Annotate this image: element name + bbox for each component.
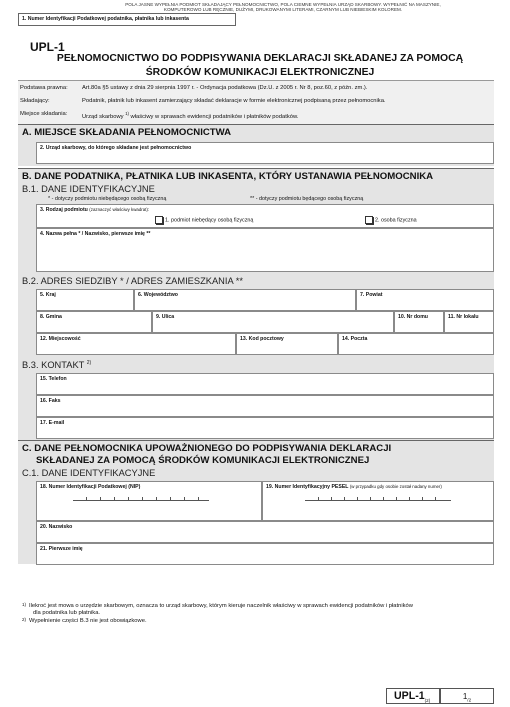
section-a-title: A. MIEJSCE SKŁADANIA PEŁNOMOCNICTWA [22,127,232,138]
instruction-line-2: KOMPUTEROWO LUB RĘCZNIE, DUŻYMI, DRUKOWANYMI LITERAMI, CZARNYM LUB NIEBIESKIM KOLOREM. [163,7,403,13]
footnote-1-line-2: dla podatnika lub płatnika. [33,610,101,617]
commune-field[interactable] [36,311,152,333]
section-a [18,124,494,166]
filing-place-text: Urząd skarbowy [82,113,124,120]
legal-basis-value: Art.80a §5 ustawy z dnia 29 sierpnia 1997 r. - Ordynacja podatkowa (Dz.U. z 2005 r. Nr 8, poz.60, z późn. zm.). [82,85,368,91]
digit-separator [100,497,101,500]
filing-place-label: Miejsce składania: [20,111,68,117]
entity-type-hint: (zaznaczyć właściwy kwadrat): [89,206,150,212]
house-number-field[interactable] [394,311,444,333]
digit-separator [435,497,436,500]
fax-field[interactable] [36,395,494,417]
footnotes [22,603,492,625]
filing-place-value [82,111,492,120]
post-office-label: 14. Poczta [342,335,368,342]
filer-label: Składający: [20,98,50,104]
footnote-1-mark: 1) [22,602,27,607]
footnote-2 [22,618,492,625]
section-b3-title [22,360,91,370]
section-c1-title: C.1. DANE IDENTYFIKACYJNE [22,468,156,478]
proxy-first-name-label: 21. Pierwsze imię [40,545,83,552]
footnote-ref-2: 2) [86,360,92,366]
section-b3-title-text: B.3. KONTAKT [22,360,85,371]
instruction-line-1: POLA JASNE WYPEŁNIA PODMIOT SKŁADAJĄCY PEŁNOMOCNICTWO, POLA CIEMNE WYPEŁNIA URZĄD SKARBOWY. WYPEŁNIĆ NA MASZYNIE, [125,2,441,7]
option-natural-person-label: 2. osoba fizyczna [375,217,417,224]
proxy-nip-entry-line [73,497,209,501]
footnote-ref-1: 1) [125,111,129,116]
digit-separator [370,497,371,500]
page-number-total: /2 [467,697,472,703]
footnote-1 [22,603,492,618]
postal-code-label: 13. Kod pocztowy [240,335,284,342]
taxpayer-nip-field[interactable] [18,13,236,26]
digit-separator [422,497,423,500]
digit-separator [128,497,129,500]
footer-form-code [386,688,440,704]
proxy-pesel-entry-line [305,497,451,501]
form-title [40,52,480,80]
county-field[interactable] [356,289,494,311]
digit-separator [396,497,397,500]
house-number-label: 10. Nr domu [398,313,428,320]
digit-separator [409,497,410,500]
footnote-2-mark: 2) [22,616,27,622]
phone-field[interactable] [36,373,494,395]
proxy-nip-field[interactable] [36,481,262,521]
street-label: 9. Ulica [156,313,175,320]
voivodeship-label: 6. Województwo [138,291,178,298]
entity-type-label-text: 3. Rodzaj podmiotu [40,206,88,213]
voivodeship-field[interactable] [134,289,356,311]
digit-separator [383,497,384,500]
tax-office-label: 2. Urząd skarbowy, do którego składane jest pełnomocnictwo [40,144,192,151]
commune-label: 8. Gmina [40,313,62,320]
section-b1-title: B.1. DANE IDENTYFIKACYJNE [22,184,155,194]
city-label: 12. Miejscowość [40,335,81,342]
checkbox-icon[interactable] [365,216,373,224]
apartment-number-field[interactable] [444,311,494,333]
tax-office-field[interactable] [36,142,494,164]
entity-type-label [40,207,149,213]
digit-separator [318,497,319,500]
proxy-pesel-label-text: 19. Numer Identyfikacyjny PESEL [266,483,349,490]
fax-label: 16. Faks [40,397,61,404]
page-number [440,688,494,704]
legal-basis-label: Podstawa prawna: [20,85,68,91]
digit-separator [114,497,115,500]
email-label: 17. E-mail [40,419,65,426]
street-field[interactable] [152,311,394,333]
digit-separator [156,497,157,500]
full-name-field[interactable] [36,228,494,272]
form-title-line-2: ŚRODKÓW KOMUNIKACJI ELEKTRONICZNEJ [145,67,375,78]
digit-separator [344,497,345,500]
proxy-surname-field[interactable] [36,521,494,543]
proxy-surname-label: 20. Nazwisko [40,523,73,530]
section-c-title-line-1: C. DANE PEŁNOMOCNIKA UPOWAŻNIONEGO DO PODPISYWANIA DEKLARACJI [22,443,392,454]
digit-separator [170,497,171,500]
section-b-title: B. DANE PODATNIKA, PŁATNIKA LUB INKASENTA, KTÓRY USTANAWIA PEŁNOMOCNIKA [22,171,434,182]
proxy-pesel-label [266,484,442,490]
footer-form-version: (2) [424,698,431,704]
option-legal-entity[interactable] [155,216,253,224]
proxy-first-name-field[interactable] [36,543,494,565]
proxy-pesel-hint: (w przypadku gdy osobie został nadany numer) [349,483,442,489]
option-legal-entity-label: 1. podmiot niebędący osobą fizyczną [165,217,254,224]
digit-separator [331,497,332,500]
note-physical: ** - dotyczy podmiotu będącego osobą fizyczną [250,196,364,202]
digit-separator [184,497,185,500]
form-title-line-1: PEŁNOMOCNICTWO DO PODPISYWANIA DEKLARACJI SKŁADANEJ ZA POMOCĄ [56,53,464,64]
form-code: UPL-1 [30,40,65,54]
country-label: 5. Kraj [40,291,56,298]
section-c-title [22,443,391,467]
apartment-number-label: 11. Nr lokalu [448,313,479,320]
section-c-title-line-2: SKŁADANEJ ZA POMOCĄ ŚRODKÓW KOMUNIKACJI ELEKTRONICZNEJ [36,455,370,466]
filer-value: Podatnik, płatnik lub inkasent zamierzający składać deklaracje w formie elektronicznej podpisaną przez pełnomocnika. [82,98,386,104]
footnote-2-text: Wypełnienie części B.3 nie jest obowiązkowe. [29,617,147,624]
section-b [18,168,494,440]
note-nonphysical: * - dotyczy podmiotu niebędącego osobą fizyczną [48,196,167,202]
footnote-1-line-1: Ilekroć jest mowa o urzędzie skarbowym, oznacza to urząd skarbowy, którym kieruje naczelnik właściwy w sprawach ewidencji podatników i płatników [29,603,413,609]
digit-separator [86,497,87,500]
option-natural-person[interactable] [365,216,417,224]
post-office-field[interactable] [338,333,494,355]
filling-instructions [60,2,506,13]
proxy-nip-label: 18. Numer Identyfikacji Podatkowej (NIP) [40,483,141,490]
phone-label: 15. Telefon [40,375,67,382]
taxpayer-nip-label: 1. Numer Identyfikacji Podatkowej podatnika, płatnika lub inkasenta [22,16,189,22]
city-field[interactable] [36,333,236,355]
country-field[interactable] [36,289,134,311]
filing-place-text-cont: właściwy w sprawach ewidencji podatników i płatników podatków. [130,113,299,120]
digit-separator [198,497,199,500]
full-name-label: 4. Nazwa pełna * / Nazwisko, pierwsze imię ** [40,230,151,237]
section-c [18,440,494,564]
digit-separator [357,497,358,500]
checkbox-icon[interactable] [155,216,163,224]
proxy-pesel-field[interactable] [262,481,494,521]
digit-separator [142,497,143,500]
postal-code-field[interactable] [236,333,338,355]
footer-form-code-text: UPL-1 [394,690,425,702]
county-label: 7. Powiat [360,291,383,298]
entity-type-field [36,204,494,228]
section-b2-title: B.2. ADRES SIEDZIBY * / ADRES ZAMIESZKANIA ** [22,276,243,286]
page-number-current: 1 [462,692,468,701]
email-field[interactable] [36,417,494,439]
